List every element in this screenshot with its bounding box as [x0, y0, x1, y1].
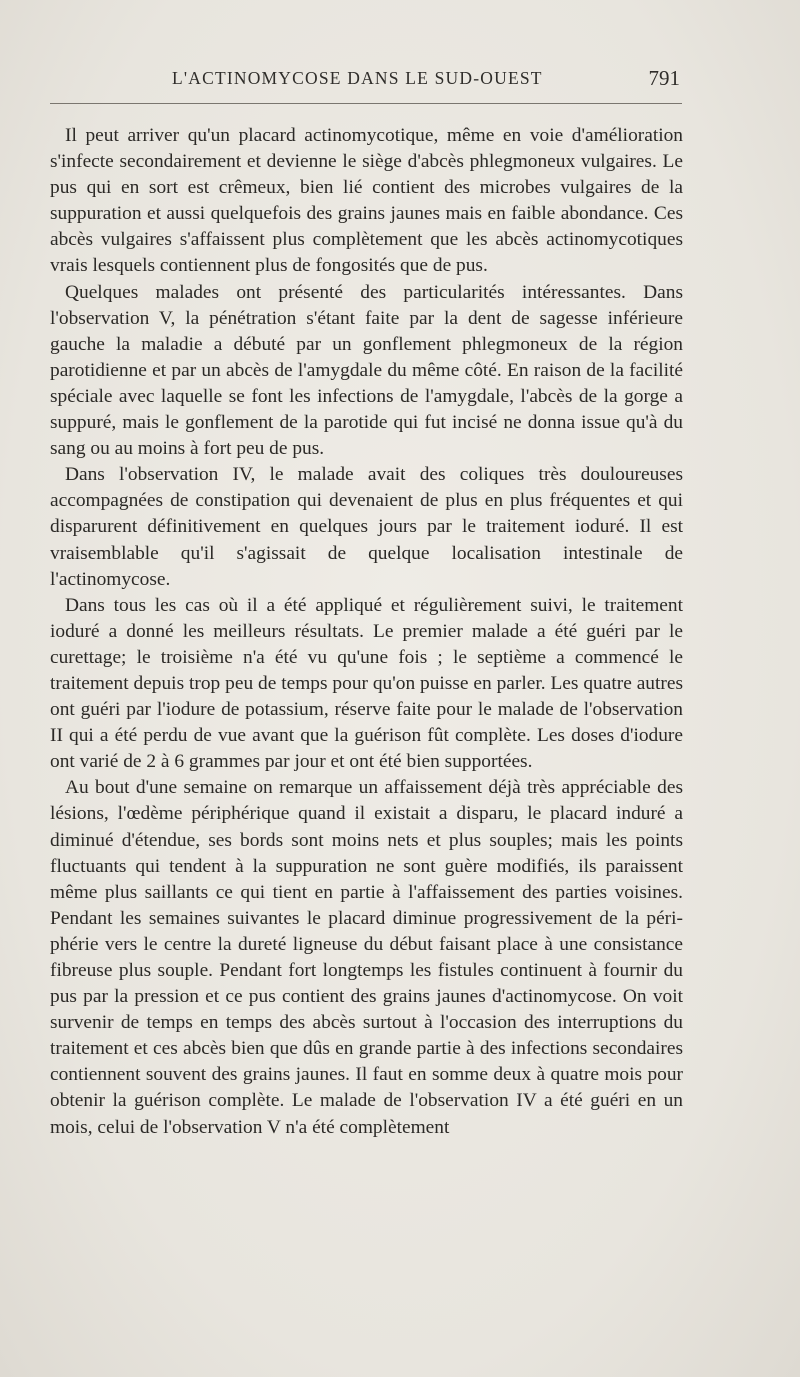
running-title: L'ACTINOMYCOSE DANS LE SUD-OUEST: [172, 68, 543, 88]
header-rule: [50, 103, 682, 104]
paragraph-observation-v: Quelques malades ont présenté des particularités intéressantes. Dans l'observation V, la pénétration s'étant faite par la dent de sagesse inférieure gauche la maladie a débuté par un gonflement phlegmoneux de la région parotidienne et par un abcès de l'amygdale du même côté. En raison de la facilité spéciale avec laquelle se font les infections de l'amygdale, l'abcès de la gorge a suppuré, mais le gonflement de la parotide qui fut incisé ne donna issue qu'à du sang ou au moins à fort peu de pus.: [50, 281, 683, 460]
paragraph-healing-course: Au bout d'une semaine on remarque un affaissement déjà très appréciable des lésions, l'œdème périphérique quand il existait a disparu, le placard induré a diminué d'étendue, ses bords sont moins nets et plus souples; mais les points fluctuants qui tendent à la suppuration ne sont guère modifiés, ils paraissent même plus saillants ce qui tient en partie à l'affaissement des parties voisines. Pendant les semaines suivantes le placard diminue progressivement de la périphérie vers le centre la dureté ligneuse du début faisant place à une consistance fibreuse plus souple. Pendant fort longtemps les fistules continuent à fournir du pus par la pression et ce pus contient des grains jaunes d'actinomycose. On voit survenir de temps en temps des abcès surtout à l'occasion des interruptions du traitement et ces abcès bien que dûs en grande partie à des infections secondaires contiennent souvent des grains jaunes. Il faut en somme deux à quatre mois pour obtenir la guérison complète. Le malade de l'observation IV a été guéri en un mois, celui de l'observation V n'a été complètement: [50, 777, 683, 1138]
paragraph-observation-iv: Dans l'observation IV, le malade avait des coliques très douloureuses accompagnées de constipation qui devenaient de plus en plus fréquentes et qui disparurent définitivement en quelques jours par le traitement ioduré. Il est vraisemblable qu'il s'agissait de quelque localisation intestinale de l'actinomycose.: [50, 464, 683, 590]
body-text: [50, 123, 683, 1141]
running-head: [48, 62, 682, 92]
page-number: 791: [648, 66, 680, 90]
paragraph-secondary-infection: Il peut arriver qu'un placard actinomycotique, même en voie d'amélioration s'infecte secondairement et devienne le siège d'abcès phlegmoneux vulgaires. Le pus qui en sort est crêmeux, bien lié contient des microbes vulgaires de la suppuration et aussi quelquefois des grains jaunes mais en faible abondance. Ces abcès vulgaires s'affaissent plus complètement que les abcès actinomycotiques vrais lesquels contiennent plus de fongosités que de pus.: [50, 125, 683, 277]
paragraph-treatment-results: Dans tous les cas où il a été appliqué et régulièrement suivi, le traitement ioduré a donné les meilleurs résultats. Le premier malade a été guéri par le curettage; le troisième n'a été vu qu'une fois ; le septième a commencé le traitement depuis trop peu de temps pour qu'on puisse en parler. Les quatre autres ont guéri par l'iodure de potassium, réserve faite pour le malade de l'observation II qui a été perdu de vue avant que la guérison fût complète. Les doses d'iodure ont varié de 2 à 6 grammes par jour et ont été bien supportées.: [50, 594, 683, 773]
